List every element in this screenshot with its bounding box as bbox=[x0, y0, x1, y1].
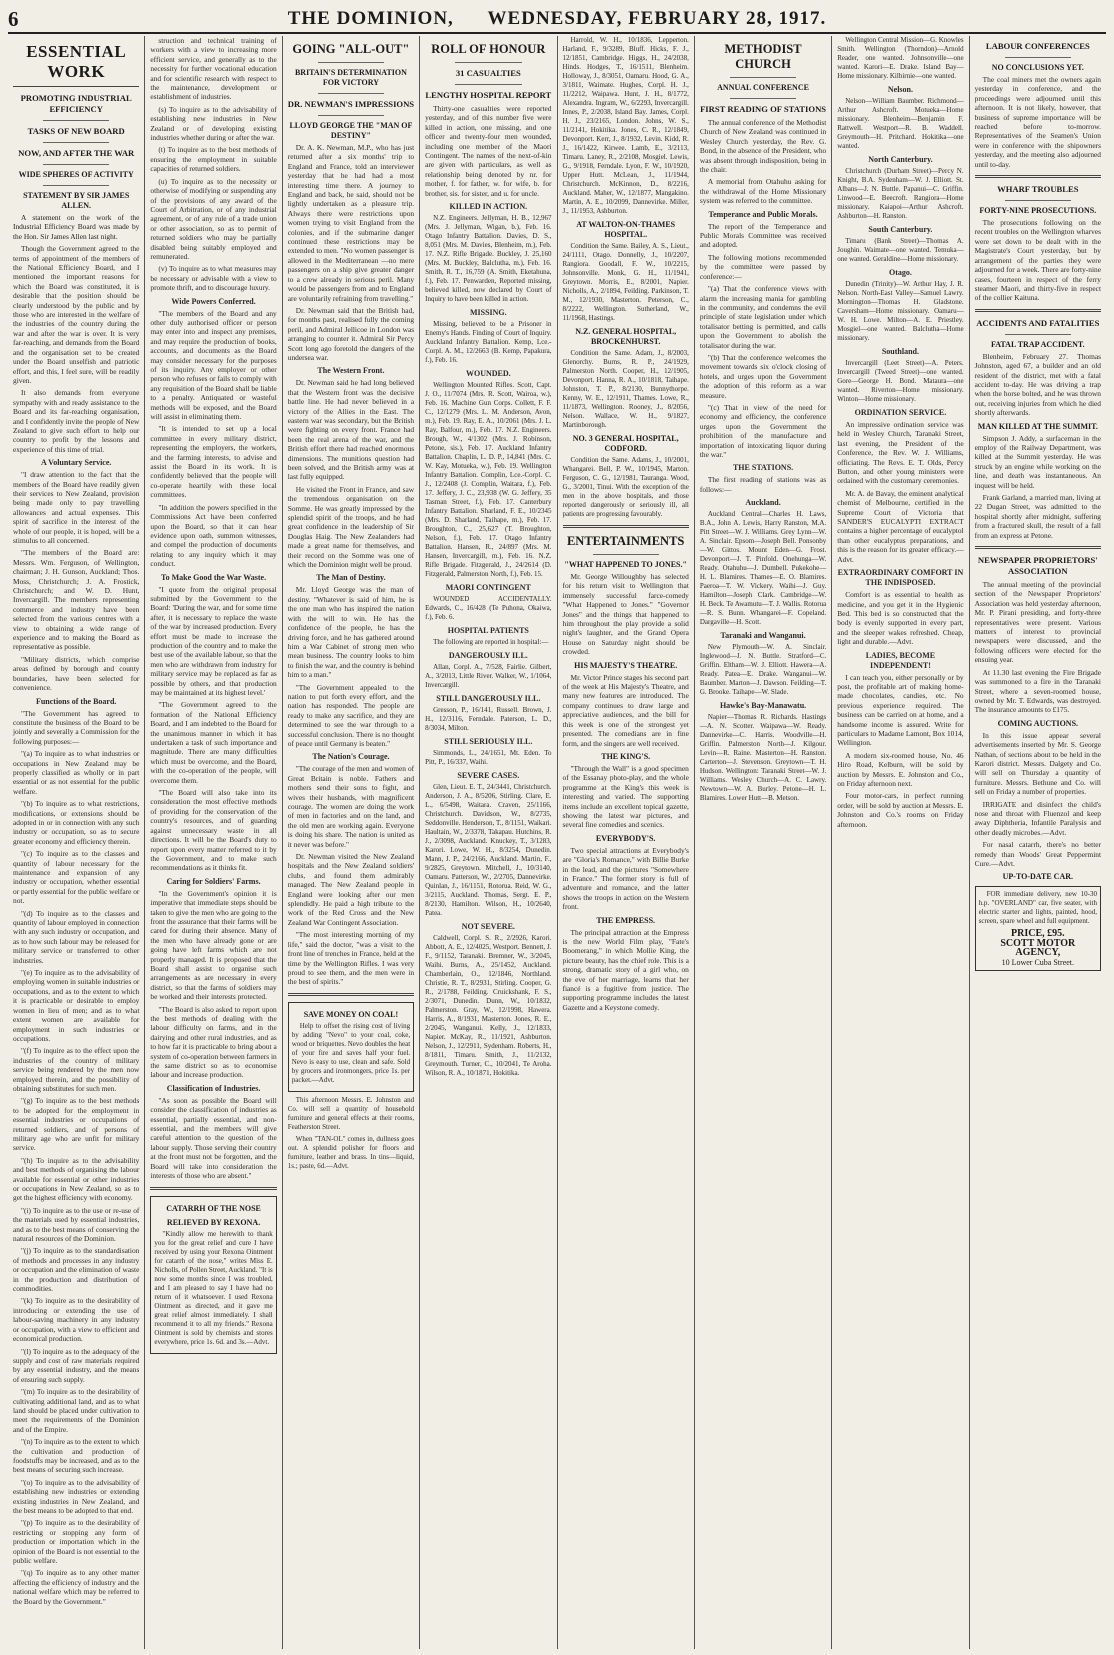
column-1 bbox=[8, 36, 145, 1649]
columns bbox=[8, 36, 1106, 1649]
section-heading: MISSING. bbox=[469, 308, 507, 318]
headline-labour-conferences: LABOUR CONFERENCES bbox=[985, 41, 1090, 51]
section-heading: ORDINATION SERVICE. bbox=[854, 408, 947, 417]
section-heading: MAORI CONTINGENT bbox=[445, 583, 531, 593]
section-heading: DANGEROUSLY ILL. bbox=[448, 651, 528, 661]
section-heading: Caring for Soldiers' Farms. bbox=[166, 876, 261, 886]
advertisement-rexona: CATARRH OF THE NOSE RELIEVED BY REXONA. "Kindly allow me herewith to thank you for the great relief and cure I have received by using your Rexona Ointment for catarrh of the nose," writes Miss E. Nicholls, of Pollen Street, Auckland. "It is now some months since I was troubled, and I am pleased to say I have had no return of it whatsoever. I used Rexona Ointment as directed, and it gave me great relief almost immediately. I shall recommend it to all my friends." Rexona Ointment is sold by chemists and stores everywhere, price 1s. 6d. and 3s.—Advt. bbox=[150, 1196, 276, 1354]
subhead: COMING AUCTIONS. bbox=[997, 718, 1079, 728]
section-heading: Hawke's Bay-Manawatu. bbox=[719, 701, 807, 711]
subhead: LLOYD GEORGE THE "MAN OF DESTINY" bbox=[289, 121, 413, 140]
subhead: BRITAIN'S DETERMINATION FOR VICTORY bbox=[294, 68, 407, 87]
headline-accidents: ACCIDENTS AND FATALITIES bbox=[976, 317, 1100, 328]
section-heading: Southland. bbox=[881, 347, 919, 356]
subhead: DR. NEWMAN'S IMPRESSIONS bbox=[287, 99, 415, 109]
ad-address: 10 Lower Cuba Street. bbox=[1001, 957, 1075, 967]
subhead: MAN KILLED AT THE SUMMIT. bbox=[977, 421, 1098, 431]
section-heading: Nelson. bbox=[887, 85, 913, 94]
subhead: TASKS OF NEW BOARD bbox=[27, 126, 125, 136]
ad-agency: SCOTT MOTOR AGENCY, bbox=[1000, 937, 1076, 959]
headline-newspaper-proprietors: NEWSPAPER PROPRIETORS' ASSOCIATION bbox=[977, 555, 1098, 577]
paper-name: THE DOMINION, bbox=[287, 8, 454, 29]
subhead: FATAL TRAP ACCIDENT. bbox=[990, 339, 1085, 349]
subhead: WIDE SPHERES OF ACTIVITY bbox=[18, 170, 134, 179]
column-8: LABOUR CONFERENCES NO CONCLUSIONS YET. The coal miners met the owners again yesterday in conference, and the proceedings were adjourned until this afternoon. It is not likely, however, that business of supreme importance will be reached before to-morrow. Representatives of the Seamen's Union were in conference with the shipowners yesterday, and the meeting also adjourned until to-day. WHARF TROUBLES FORTY-NINE PROSECUTIONS. The prosecutions following on the recent troubles on the Wellington wharves were set down to be dealt with in the Magistrate's Court yesterday, but by arrangement of the parties they were adjourned for a week. There are forty-nine cases, fourteen in respect of the ferry steamer Maori, and thirty-five in respect of the collier Kaituna. ACCIDENTS AND FATALITIES FATAL TRAP ACCIDENT. Blenheim, February 27. Thomas Johnston, aged 67, a builder and an old resident of the district, met with a fatal accident to-day. He was driving a trap when the horse bolted, and he was thrown out, receiving injuries from which he died shortly afterwards. MAN KILLED AT THE SUMMIT. Simpson J. Addy, a surfaceman in the employ of the Railway Department, was killed at the Summit yesterday. He was struck by an engine while working on the line, and death was instantaneous. An inquest will be held. Frank Garland, a married man, living at 22 Dugan Street, was admitted to the hospital shortly after midnight, suffering from a fractured skull, the result of a fall from an express at Petone. NEWSPAPER PROPRIETORS' ASSOCIATION The annual meeting of the provincial section of the Newspaper Proprietors' Association was held yesterday afternoon, Mr. P. Pirani presiding, and forty-three representatives were present. Various matters of interest to provincial newspapers were discussed, and the following officers were elected for the ensuing year. At 11.30 last evening the Fire Brigade was summoned to a fire in the Taranaki Street, where a seven-roomed house, owned by Mr. T. Edwards, was destroyed. The insurance amounts to £175. COMING AUCTIONS. In this issue appear several advertisements inserted by Mr. S. George Nathan, of sections about to be held in the Karori district. Messrs. Dalgety and Co. will sell on Thursday a quantity of furniture. Messrs. Bethune and Co. will sell on Friday a number of properties. IRRIGATE and disinfect the child's nose and throat with Fluenzol and keep away Diphtheria, Infantile Paralysis and other deadly microbes.—Advt. For nasal catarrh, there's no better remedy than Woods' Great Peppermint Cure.—Advt. UP-TO-DATE CAR. FOR immediate delivery, new 10-30 h.p. "OVERLAND" car, five seater, with electric starter and lights, painted, hood, screen, spare wheel and full equipment. PRICE, £95. SCOTT MOTOR AGENCY, 10 Lower Cuba Street. bbox=[970, 36, 1106, 1649]
headline-methodist-church: METHODIST CHURCH bbox=[724, 42, 802, 71]
section-heading: The Man of Destiny. bbox=[316, 573, 386, 583]
subhead: LENGTHY HOSPITAL REPORT bbox=[425, 90, 552, 100]
subhead: ANNUAL CONFERENCE bbox=[717, 83, 809, 92]
section-heading: EXTRAORDINARY COMFORT IN THE INDISPOSED. bbox=[837, 568, 964, 588]
section-heading: STILL DANGEROUSLY ILL. bbox=[436, 694, 541, 704]
section-heading: Auckland. bbox=[745, 498, 781, 508]
section-heading: THE EMPRESS. bbox=[596, 915, 656, 925]
subhead: FORTY-NINE PROSECUTIONS. bbox=[979, 206, 1097, 216]
headline-wharf-troubles: WHARF TROUBLES bbox=[997, 184, 1079, 195]
section-heading: "WHAT HAPPENED TO JONES." bbox=[564, 560, 687, 569]
headline-roll-of-honour: ROLL OF HONOUR bbox=[431, 42, 546, 56]
section-heading: NOT SEVERE. bbox=[461, 922, 515, 932]
section-heading: AT WALTON-ON-THAMES HOSPITAL. bbox=[576, 220, 676, 239]
article-body: Thirty-one casualties were reported yesterday, and of this number five were killed in action, one missing, and one officer and twenty-four men wounded, including one member of the Maori Contingent. The names of the next-of-kin are given with particulars, as well as relationship being denoted by nr. for mother, f. for father, w. for wife, b. for brother, sis. for sister, and u. for uncle. KILLED IN ACTION. N.Z. Engineers. Jellyman, H. B., 12,967 (Mrs. J. Jellyman, Wigan, b.), Feb. 16. Otago Infantry Battalion. Davies, D. S., 8,051 (Mrs. M. Davies, Blenheim, m.), Feb. 17. N.Z. Rifle Brigade. Buckley, J. 25,160 (Mrs. M. Buckley, Balclutha, m.), Feb. 16. Smith, R. T., 16,759 (A. Smith, Eketahuna, f.), Feb. 17. Penwarden, Reported missing, believed killed, now declared by Court of Inquiry to have been killed in action. MISSING. Missing, believed to be a Prisoner in Enemy's Hands. Finding of Court of Inquiry. Auckland Infantry Battalion. Kemp, Lce.-Corpl. A. M., 12/2663 (B. Kemp, Papakura, f.), Feb. 16. WOUNDED. Wellington Mounted Rifles. Scott, Capt. J. O., 11/7074 (Mrs. R. Scott, Wairoa, w.), Feb. 16. Machine Gun Corps. Collett, F. F. C., 12/1279 (Mrs. L. M. Anderson, Avon, m.), Feb. 19. Ray, E. A., 10/2061 (Mrs. J. L. Ray, Balfour, m.), Feb. 17. N.Z. Engineers. Brough, W., 4/1302 (Mrs. J. Robinson, Petone, sis.), Feb. 17. Auckland Infantry Battalion. Chaplin, L. D. P., 14,841 (Mrs. C. W. Kay, Motueka, w.), Feb. 19. Wellington Infantry Battalion. Complin, Lce.-Corpl. C. J., 12/2408 (J. Complin, Waitara, f.), Feb. 17. Jeffery, J. C., 23,938 (W. G. Jeffery, 35 Tasman Street, f.), Feb. 17. Canterbury Infantry Battalion. Sharland, F. E., 10/2345 (Mrs. D. Sharland, Taihape, m.), Feb. 17. Broughton, C., 25,627 (T. Broughton, Nelson, f.), Feb. 17. Otago Infantry Battalion. Hansen, R., 24/897 (Mrs. M. Hansen, Invercargill, m.), Feb. 16. N.Z. Rifle Brigade. Fitzgerald, J., 24/2614 (D. Fitzgerald, Palmerston North, f.), Feb. 15. MAORI CONTINGENT WOUNDED ACCIDENTALLY. Edwards, C., 16/428 (Te Puhona, Okaiwa, f.), Feb. 6. HOSPITAL PATIENTS The following are reported in hospital:— DANGEROUSLY ILL. Allan, Corpl. A., 7/528, Fairlie. Gilbert, A., 3/2013, Little River. Walker, W., 1/1064, Invercargill. STILL DANGEROUSLY ILL. Gresson, P., 16/141, Russell. Brown, J. H., 12/3116, Ferndale. Paterson, L. D., 8/3034, Milton. STILL SERIOUSLY ILL. Simmonds, L., 24/1651, Mt. Eden. To Pitt, P., 16/337, Waihi. SEVERE CASES. Glen, Lieut. E. T., 24/3441, Christchurch. Anderson, J. A., 8/5206, Stirling. Clare, E. L., 6/5498, Waitara. Craven, 25/1166, Christchurch. Davidson, W., 8/2735, Seddonville. Henderson, T., 8/1151, Waikari. Haultain, W., 2/3378, Takapau. Hutchins, R. J., 2/3098, Auckland. Knuckey, T., 3/1283, Karori. Lowe, W. H., 8/3254, Dunedin. Mann, J. P., 24/2166, Auckland. Martin, F., 9/2825, Greytown. Mitchell, J., 10/3140, Oamaru. Patterson, W., 2/2705, Dannevirke. Quinlan, J., 16/1151, Rotorua. Reid, W. G., 3/2115, Auckland. Thomas, Sergt. E. P., 8/2130, Hamilton. Wilson, H., 10/2640, Patea. NOT SEVERE. Caldwell, Corpl. S. R., 2/2926, Karori. Abbott, A. E., 12/4025, Westport. Bennett, J. F., 9/1152, Taranaki. Bremner, W., 3/2045, Waihi. Burns, A., 25/1452, Auckland. Chamberlain, O., 12/1846, Northland. Christie, R. T., 8/2931, Stirling. Cooper, G. R., 2/1788, Feilding. Cruickshank, F. S., 2/3071, Dunedin. Dunn, W., 10/1832, Palmerston. Gray, W., 12/1998, Hawera. Harris, A., 8/1931, Masterton. Jones, R. E., 2/2045, Wanganui. Kelly, J., 12/1833, Napier. McKay, R., 11/1921, Ashburton. Nelson, J., 12/2911, Sydenham. Roberts, H., 8/1811, Timaru. Smith, J., 11/2132, Greymouth. Turner, C., 10/2041, Te Aroha. Wilson, R. A., 10/1871, Hokitika. bbox=[425, 104, 552, 1078]
headline-going-all-out: GOING "ALL-OUT" bbox=[292, 42, 410, 56]
masthead bbox=[8, 6, 1106, 34]
masthead-title bbox=[48, 8, 1066, 30]
column-6 bbox=[695, 36, 832, 1649]
subhead: FIRST READING OF STATIONS bbox=[700, 104, 827, 114]
subhead: NOW, AND AFTER THE WAR bbox=[18, 148, 135, 158]
column-4 bbox=[420, 36, 557, 1649]
article-body: Dr. A. K. Newman, M.P., who has just returned after a six months' trip to England and France, told an interviewer yesterday that he had had a most interesting time there. A journey to England and back, he said, should not be lightly undertaken as a pleasure trip. Always there were restrictions upon women trying to visit England from the colonies, and if the submarine danger continued these restrictions may be extended to men. "No women passenger is allowed in the Mediterranean —no mere passengers on a ship give greater danger to a crew already in serious peril. Many would be passengers from and to England are voluntarily refraining from travelling." Dr. Newman said that the British had, for months past, realised fully the coming peril, and Admiral Jellicoe in London was arranging to counter it. Admiral Sir Percy Scott long ago foretold the dangers of the undersea war. The Western Front. Dr. Newman said he had long believed that the Western front was the decisive battle line. He had never believed in a victory of the Allies in the East. The eastern war was secondary, but the British were fighting on every front. France had been the real arena of the war, and the British effort there had reached enormous dimensions. The munitions question had been solved, and the British army was at last fully equipped. He visited the Front in France, and saw the tremendous organisation on the Somme. He was greatly impressed by the splendid spirit of the troops, and he had great confidence in the leadership of Sir Douglas Haig. The New Zealanders had made a great name for themselves, and their record on the Somme was one of which the Dominion might well be proud. The Man of Destiny. Mr. Lloyd George was the man of destiny. "Whatever is said of him, he is the one man who has inspired the nation with the will to win. He has the confidence of the people, he has the driving force, and he has gathered around him a War Cabinet of strong men who mean business. The country looks to him to finish the war, and the country is behind him to a man." "The Government appealed to the nation to put forth every effort, and the nation has responded. The people are ready to make any sacrifice, and they are determined to see the war through to a successful conclusion. There is no thought of peace until Germany is beaten." The Nation's Courage. "The courage of the men and women of Great Britain is noble. Fathers and mothers send their sons to fight, and wives their husbands, with magnificent courage. The women are doing the work of men in factories and on the land, and the old men are working again. Everyone is doing his share. The nation is united as it never was before." Dr. Newman visited the New Zealand hospitals and the New Zealand soldiers' clubs, and found them admirably managed. The New Zealand people in England were looking after our men splendidly. He paid a high tribute to the work of the Red Cross and the New Zealand War Contingent Association. "The most interesting morning of my life," said the doctor, "was a visit to the front line of trenches in France, held at the time by the Wellington Rifles. I was very proud to see them, and the men were in the best of spirits." bbox=[287, 143, 415, 987]
section-heading: Otago. bbox=[888, 268, 912, 277]
column-7 bbox=[832, 36, 969, 1649]
section-heading: NO. 3 GENERAL HOSPITAL, CODFORD. bbox=[572, 434, 679, 453]
subhead: UP-TO-DATE CAR. bbox=[1002, 872, 1073, 882]
section-heading: HIS MAJESTY'S THEATRE. bbox=[574, 660, 678, 670]
section-heading: HOSPITAL PATIENTS bbox=[447, 626, 529, 636]
advertisement-car: FOR immediate delivery, new 10-30 h.p. "OVERLAND" car, five seater, with electric starter and lights, painted, hood, screen, spare wheel and full equipment. PRICE, £95. SCOTT MOTOR AGENCY, 10 Lower Cuba Street. bbox=[975, 886, 1101, 971]
section-heading: A Voluntary Service. bbox=[40, 458, 112, 468]
headline-essential-work: ESSENTIAL WORK bbox=[13, 42, 139, 87]
article-body: The annual conference of the Methodist Church of New Zealand was continued in Wesley Church yesterday, the Rev. G. Bond, in the absence of the President, who was absent through indisposition, being in the chair. A memorial from Otahuhu asking for the withdrawal of the Home Missionary system was referred to the committee. Temperance and Public Morals. The report of the Temperance and Public Morals Committee was received and adopted. The following motions recommended by the committee were passed by conference:— "(a) That the conference views with alarm the increasing mania for gambling in the community, and condemns the evil principle of state legislation under which totalisator betting is permitted, and calls upon the Government to abolish the totalisator during the war. "(b) That the conference welcomes the movement towards six o'clock closing of hotels, and urges upon the Government the adoption of this reform as a war measure. "(c) That in view of the need for economy and efficiency, the conference urges upon the Government the prohibition of the manufacture and importation of intoxicating liquor during the war." THE STATIONS. The first reading of stations was as follows:— Auckland. Auckland Central—Charles H. Laws, B.A., John A. Lewis, Harry Ranston, M.A. Pitt Street—W. J. Williams. Grey Lynn—W. A. Sinclair. Epsom—Joseph Bell. Ponsonby—W. Gittos. Mount Eden—G. Frost. Devonport—J. T. Pinfold. Onehunga—W. Ready. Otahuhu—J. Dumbell. Pukekohe—H. L. Blamires. Thames—E. O. Blamires. Paeroa—T. W. Vickery. Waihi—J. Guy. Hamilton—Joseph Clark. Cambridge—W. H. Beck. Te Awamutu—T. J. Wallis. Rotorua—R. S. Bunn. Whangarei—F. Copeland. Dargaville—H. Scott. Taranaki and Wanganui. New Plymouth—W. A. Sinclair. Inglewood—J. N. Buttle. Stratford—C. Griffin. Eltham—W. J. Elliott. Hawera—A. Ready. Patea—E. Drake. Wanganui—W. Baumber. Marton—J. Dawson. Feilding—T. G. Brooke. Taihape—W. Slade. Hawke's Bay-Manawatu. Napier—Thomas R. Richards. Hastings—A. N. Scotter. Waipawa—W. Ready. Dannevirke—C. Harris. Woodville—H. Griffin. Palmerston North—J. Kilgour. Levin—R. Raine. Masterton—H. Ranston. Carterton—J. Stevenson. Greytown—T. H. Hudson. Wellington: Taranaki Street—W. J. Williams. Wesley Church—A. C. Lawry. Newtown—W. A. Burley. Petone—H. L. Blamires. Lower Hutt—B. Metson. bbox=[699, 118, 827, 803]
issue-date: WEDNESDAY, FEBRUARY 28, 1917. bbox=[487, 8, 827, 29]
section-heading: KILLED IN ACTION. bbox=[449, 202, 528, 212]
column-5: Harrold, W. H., 10/1836, Lepperton. Harland, F., 9/3289, Bluff. Hicks, F. J., 12/1851, Cambridge. Higgs, H., 24/2038, Hinds. Hodges, T., 16/1511, Blenheim. Holloway, J., 8/3051, Oamaru. Hood, G. A., 3/1811, Waimate. Hughes, Corpl. H. J., 11/2212, Waipawa. Hunt, J. H., 8/1772, Alexandra. Ingram, W., 6/2293, Invercargill. Innes, P., 2/2038, Island Bay. James, Corpl. H. J., 23/2165, London. Johns, W. S., 11/2141, Hokitika. Jones, C. R., 12/1849, Devonport. Kerr, J., 8/1932, Levin. Kidd, R. J., 16/1422, Kirwee. Lamb, E., 3/2113, Timaru. Laney, R., 2/2108, Mosgiel. Lewis, G., 9/1918, Ferndale. Lyon, F. W., 10/1920, Upper Hutt. McLean, J., 11/1944, Christchurch. McKinnon, D., 8/2216, Auckland. Maher, W., 12/1877, Mangakino. Martin, A. E., 10/2099, Dannevirke. Miller, J., 11/1953, Ashburton. AT WALTON-ON-THAMES HOSPITAL. Condition the Same. Bailey, A. S., Lieut., 24/1111, Otago. Donnelly, J., 10/2207, Rangiora. Goodall, F. W., 10/2215, Johnsonville. Monk, G. H., 11/1941, Greytown. Morris, E., 8/2001, Napier. Nicholls, A., 2/1894, Feilding. Parkinson, T. M., 12/1930, Masterton. Peterson, C., 8/2222, Wellington. Sutherland, W., 11/1968, Hastings. N.Z. GENERAL HOSPITAL, BROCKENHURST. Condition the Same. Adam, J., 8/2003, Glenorchy. Burns, R. P., 24/1929, Palmerston North. Cooper, H., 12/1905, Devonport. Hanna, R. A., 10/1818, Taihape. Johnston, T. P., 8/2130, Bunnythorpe. Kenny, W. E., 12/1911, Thames. Lowe, R., 11/1873, Wellington. Rooney, J., 8/2056, Nelson. Wallace, W. H., 9/1827, Martinborough. NO. 3 GENERAL HOSPITAL, CODFORD. Condition the Same. Adams, J., 10/2001, Whangarei. Bell, P. W., 10/1945, Marton. Ferguson, C. G., 12/1981, Tauranga. Wood, G., 3/2001, Tinui. With the exception of the men in the above hospitals, and those reported dangerously or seriously ill, all patients are progressing favourably. ENTERTAINMENTS "WHAT HAPPENED TO JONES." Mr. George Willoughby has selected for his return visit to Wellington that immensely successful farce-comedy "What Happened to Jones." "Governor Jones" and the things that happened to him throughout the play provide a solid night's laughter, and the Grand Opera House on Saturday night should be crowded. HIS MAJESTY'S THEATRE. Mr. Victor Prince stages his second part of the week at His Majesty's Theatre, and many new features are introduced. The company continues to draw large and appreciative audiences, and the bill for this week is one of the strongest yet presented. The comedians are in fine form, and the singers are well received. THE KING'S. "Through the Wall" is a good specimen of the Essanay photo-play, and the whole programme at the King's this week is interesting and varied. The supporting items include an excellent topical gazette, showing the latest war pictures, and several fine comedies and scenics. EVERYBODY'S. Two special attractions at Everybody's are "Gloria's Romance," with Billie Burke in the lead, and the pictures "Somewhere in France." The former story is full of adventure and romance, and the latter shows the troops in action on the Western front. THE EMPRESS. The principal attraction at the Empress is the new World Film play, "Fate's Boomerang," in which Mollie King, the picture beauty, has the chief role. This is a strong, dramatic story of a girl who, on the eve of her marriage, learns that her fiancé is a fugitive from justice. The supporting programme includes the latest Gazette and a Keystone comedy. bbox=[558, 36, 695, 1649]
section-heading: Classification of Industries. bbox=[166, 1083, 261, 1093]
article-body: Though the Government agreed to the terms of appointment of the members of the National Efficiency Board, and I mentioned the important reasons for which the Board was constituted, it is desirable that the position should be clearly understood by the public and by those who are interested in the welfare of the industries of the country during the war and after the war is over. It is very far-reaching, and demands from the Board and the organisation set to be created under the Board unselfish and patriotic effort, and this, I feel sure, will be readily given. It also demands from everyone sympathy with and ready assistance to the Board and its far-reaching organisation, and I confidently invite the people of New Zealand to give such effort to help our country to profit by the lessons and experience of this time of trial. A Voluntary Service. "I draw attention to the fact that the members of the Board have readily given their services to New Zealand, provision being made only to pay travelling allowances and actual expenses. This spirit of sacrifice in the interest of the whole of our people, it is hoped, will be a stimulus to all concerned. "The members of the Board are: Messrs. Wm. Ferguson, of Wellington, chairman; J. H. Gunson, Auckland; Thos. Moss, Christchurch; J. A. Frostick, Christchurch; and W. D. Hunt, Invercargill. The members representing commerce and industry have been selected from the various centres with a view to obtaining a wide range of experience and to making the Board as representative as possible. "Military districts, which comprise areas defined by borough and county boundaries, have been selected for convenience. Functions of the Board. "The Government has agreed to constitute the business of the Board to be jointly and severally a Commission for the following purposes:— "(a) To inquire as to what industries or occupations in New Zealand may be properly classified as wholly or in part essential or as not essential for the public welfare. "(b) To inquire as to what restrictions, modifications, or extensions should be adopted in or in connection with any such industry or occupation, so as to secure greater economy and efficiency therein. "(c) To inquire as to the classes and quantity of labour necessary for the maintenance and expansion of any industry or occupation, whether essential or partly essential for the public welfare or not. "(d) To inquire as to the classes and quantity of labour employed in connection with any such industry or occupation, and as to how such labour may be released for military service or transferred to other industries. "(e) To inquire as to the advisability of employing women in suitable industries or occupations, and as to the extent to which it is practicable or desirable to employ women in lieu of men; and as to what extent women are available for employment in such industries or occupations. "(f) To inquire as to the effect upon the industries of the country of military service being rendered by the men now employed therein, and the possibility of obtaining substitutes for such men. "(g) To inquire as to the best methods to be adopted for the employment in essential industries or occupations of returned soldiers, and of persons of military age who are unfit for military service. "(h) To inquire as to the advisability and best methods of organising the labour available for essential or other industries or occupations in New Zealand, so as to get the highest efficiency with economy. "(i) To inquire as to the use or re-use of the materials used by essential industries, and as to the best means of conserving the natural resources of the Dominion. "(j) To inquire as to the standardisation of methods and processes in any industry or occupation and the elimination of waste in the production and distribution of commodities. "(k) To inquire as to the desirability of introducing or extending the use of labour-saving machinery in any industry or occupation, with a view to efficient and economical production. "(l) To inquire as to the adequacy of the supply and cost of raw materials required by any essential industry, and the means of ensuring such supply. "(m) To inquire as to the desirability of cultivating additional land, and as to what land should be placed under cultivation to meet the requirements of the Dominion and of the Empire. "(n) To inquire as to the extent to which the cultivation and production of foodstuffs may be increased, and as to the best means of securing such increase. "(o) To inquire as to the advisability of establishing new industries or extending existing industries in New Zealand, and the best means to be adopted to that end. "(p) To inquire as to the desirability of restricting or stopping any form of production or importation which in the opinion of the Board is not essential to the public welfare. "(q) To inquire as to any other matter affecting the efficiency of industry and the national welfare which may be referred to the Board by the Government." bbox=[13, 244, 140, 1606]
lead-paragraph: A statement on the work of the Industrial Efficiency Board was made by the Hon. Sir James Allen last night. bbox=[13, 213, 140, 241]
ad-heading: SAVE MONEY ON COAL! bbox=[303, 1009, 399, 1019]
section-heading: Temperance and Public Morals. bbox=[708, 209, 818, 219]
subhead: 31 CASUALTIES bbox=[455, 68, 521, 78]
section-heading: South Canterbury. bbox=[868, 225, 933, 234]
ad-subheading: RELIEVED BY REXONA. bbox=[166, 1217, 261, 1227]
section-heading: WOUNDED. bbox=[465, 369, 511, 379]
section-heading: LADIES, BECOME INDEPENDENT! bbox=[865, 650, 936, 670]
section-heading: Taranaki and Wanganui. bbox=[720, 631, 806, 641]
article-body: Harrold, W. H., 10/1836, Lepperton. Harland, F., 9/3289, Bluff. Hicks, F. J., 12/1851, Cambridge. Higgs, H., 24/2038, Hinds. Hodges, T., 16/1511, Blenheim. Holloway, J., 8/3051, Oamaru. Hood, G. A., 3/1811, Waimate. Hughes, Corpl. H. J., 11/2212, Waipawa. Hunt, J. H., 8/1772, Alexandra. Ingram, W., 6/2293, Invercargill. Innes, P., 2/2038, Island Bay. James, Corpl. H. J., 23/2165, London. Johns, W. S., 11/2141, Hokitika. Jones, C. R., 12/1849, Devonport. Kerr, J., 8/1932, Levin. Kidd, R. J., 16/1422, Kirwee. Lamb, E., 3/2113, Timaru. Laney, R., 2/2108, Mosgiel. Lewis, G., 9/1918, Ferndale. Lyon, F. W., 10/1920, Upper Hutt. McLean, J., 11/1944, Christchurch. McKinnon, D., 8/2216, Auckland. Maher, W., 12/1877, Mangakino. Martin, A. E., 10/2099, Dannevirke. Miller, J., 11/1953, Ashburton. bbox=[562, 36, 689, 215]
column-3: GOING "ALL-OUT" BRITAIN'S DETERMINATION FOR VICTORY DR. NEWMAN'S IMPRESSIONS LLOYD GEORGE THE "MAN OF DESTINY" Dr. A. K. Newman, M.P., who has just returned after a six months' trip to England and France, told an interviewer yesterday that he had had a most interesting time there. A journey to England and back, he said, should not be lightly undertaken as a pleasure trip. Always there were restrictions upon women trying to visit England from the colonies, and if the submarine danger continued these restrictions may be extended to men. "No women passenger is allowed in the Mediterranean —no mere passengers on a ship give greater danger to a crew already in serious peril. Many would be passengers from and to England are voluntarily refraining from travelling." Dr. Newman said that the British had, for months past, realised fully the coming peril, and Admiral Jellicoe in London was arranging to counter it. Admiral Sir Percy Scott long ago foretold the dangers of the undersea war. The Western Front. Dr. Newman said he had long believed that the Western front was the decisive battle line. He had never believed in a victory of the Allies in the East. The eastern war was secondary, but the British were fighting on every front. France had been the real arena of the war, and the British effort there had reached enormous dimensions. The munitions question had been solved, and the British army was at last fully equipped. He visited the Front in France, and saw the tremendous organisation on the Somme. He was greatly impressed by the splendid spirit of the troops, and he had great confidence in the leadership of Sir Douglas Haig. The New Zealanders had made a great name for themselves, and their record on the Somme was one of which the Dominion might well be proud. The Man of Destiny. Mr. Lloyd George was the man of destiny. "Whatever is said of him, he is the one man who has inspired the nation with the will to win. He has the confidence of the people, he has the driving force, and he has gathered around him a War Cabinet of strong men who mean business. The country looks to him to finish the war, and the country is behind him to a man." "The Government appealed to the nation to put forth every effort, and the nation has responded. The people are ready to make any sacrifice, and they are determined to see the war through to a successful conclusion. There is no thought of peace until Germany is beaten." The Nation's Courage. "The courage of the men and women of Great Britain is noble. Fathers and mothers send their sons to fight, and wives their husbands, with magnificent courage. The women are doing the work of men in factories and on the land, and the old men are working again. Everyone is doing his share. The nation is united as it never was before." Dr. Newman visited the New Zealand hospitals and the New Zealand soldiers' clubs, and found them admirably managed. The New Zealand people in England were looking after our men splendidly. He paid a high tribute to the work of the Red Cross and the New Zealand War Contingent Association. "The most interesting morning of my life," said the doctor, "was a visit to the front line of trenches in France, held at the time by the Wellington Rifles. I was very proud to see them, and the men were in the best of spirits." SAVE MONEY ON COAL! Help to offset the rising cost of living by adding "Nevo" to your coal, coke, wood or briquettes. Nevo doubles the heat of your fire and saves half your fuel. Nevo is easy to use, clean and safe. Sold by grocers and ironmongers, price 1s. per packet.—Advt. This afternoon Messrs. E. Johnston and Co. will sell a quantity of household furniture and general effects at their rooms, Featherston Street. When "TAN-OL" comes in, dullness goes out. A splendid polisher for floors and furniture, leather and brass. In tins—liquid, 1s.; paste, 6d.—Advt. bbox=[283, 36, 420, 1649]
section-heading: To Make Good the War Waste. bbox=[161, 572, 267, 582]
section-heading: N.Z. GENERAL HOSPITAL, BROCKENHURST. bbox=[575, 327, 677, 346]
section-heading: The Nation's Courage. bbox=[312, 752, 390, 762]
article-body: struction and technical training of workers with a view to increasing more efficient service, and generally as to the necessity for further vocational education and for scientific research with respect to the maintenance, development or establishment of industries. (s) To inquire as to the advisability of establishing new industries in New Zealand or of developing existing industries whether during or after the war. (t) To inquire as to the best methods of ensuring the employment in suitable capacities of returned soldiers. (u) To inquire as to the necessity or otherwise of modifying or suspending any of the provisions of any award of the Court of Arbitration, or of any industrial agreement, or of any rule of a trade union or other association, so as to permit of returned soldiers who may be partially disabled being suitably employed and remunerated. (v) To inquire as to what measures may be necessary or advisable with a view to promote thrift, and to discourage luxury. Wide Powers Conferred. "The members of the Board and any other duly authorised officer or person may enter into and inspect any premises, and may require the production of books, accounts, and documents as the Board may consider necessary for the purposes of its inquiry. Any employer or other person who refuses or fails to comply with any requisition of the Board shall be liable to a penalty. Antiquated or wasteful methods will be exposed, and the Board will assist in eliminating them. "It is intended to set up a local committee in every military district, representing the employers, the workers, and the farming interests, to advise and assist the Board in its work. It is confidently believed that the people will co-operate heartily with these local committees. "In addition the powers specified in the Commissions Act have been conferred upon the Board, so that it can hear evidence upon oath, summon witnesses, and compel the production of documents relating to any inquiry which it may conduct. To Make Good the War Waste. "I quote from the original proposal submitted by the Government to the Board: 'During the war, and for some time after, it is necessary to replace the waste of the war by increased production. Every effort must be made to increase the production of the country and to make the best use of the available labour, so that the men who are withdrawn from industry for military service may be replaced as far as possible by others, and that production may be maintained at its highest level.' "The Government agreed to the formation of the National Efficiency Board, and I am indebted to the Board for the unanimous manner in which it has undertaken a task of such importance and magnitude. There are many difficulties which must be overcome, and the Board, with the co-operation of the people, will overcome them. "The Board will also take into its consideration the most effective methods of providing for the conservation of the country's resources, and of guarding against unnecessary waste in all directions. It will be the Board's duty to report upon every matter referred to it by the Government, and to make such recommendations as it thinks fit. Caring for Soldiers' Farms. "In the Government's opinion it is imperative that immediate steps should be taken to give the men who are going to the front the assurance that their farms will be cared for during their absence. Many of the men who have already gone or are going have left farms which are not properly managed. It is proposed that the Board shall assist to organise such arrangements as are necessary in every district, so that the farms of soldiers may be worked and their interests protected. "The Board is also asked to report upon the best methods of dealing with the labour difficulty on farms, and in the dairying and other rural industries, and as to how far it is practicable to bring about a system of co-operation between farmers in the same district so as to economise labour and increase production. Classification of Industries. "As soon as possible the Board will consider the classification of industries as essential, partially essential, and non-essential, and the members will give careful attention to the question of the labour supply. Those serving their country at the front must not be forgotten, and the Board will take into consideration the interests of those who are absent." bbox=[150, 36, 277, 1181]
section-heading: North Canterbury. bbox=[868, 155, 933, 164]
ad-heading: CATARRH OF THE NOSE bbox=[166, 1203, 261, 1213]
advertisement-coal: SAVE MONEY ON COAL! Help to offset the rising cost of living by adding "Nevo" to your coal, coke, wood or briquettes. Nevo doubles the heat of your fire and saves half your fuel. Nevo is easy to use, clean and safe. Sold by grocers and ironmongers, price 1s. per packet.—Advt. bbox=[288, 1002, 414, 1092]
subhead: STATEMENT BY SIR JAMES ALLEN. bbox=[23, 191, 130, 210]
section-heading: Functions of the Board. bbox=[35, 696, 117, 706]
subhead: PROMOTING INDUSTRIAL EFFICIENCY bbox=[20, 93, 132, 114]
section-heading: STILL SERIOUSLY ILL. bbox=[444, 737, 533, 747]
section-heading: SEVERE CASES. bbox=[457, 771, 520, 781]
article-body: Wellington Central Mission—G. Knowles Smith. Wellington (Thorndon)—Arnold Reader, one wanted. Johnsonville—one wanted. Karori—E. Drake. Island Bay—Home missionary. Kilbirnie—one wanted. Nelson. Nelson—William Baumber. Richmond—Arthur Ashcroft. Motueka—Home missionary. Blenheim—Benjamin F. Rattwell. Westport—R. B. Waddell. Greymouth—H. Pritchard. Hokitika—one wanted. North Canterbury. Christchurch (Durham Street)—Percy N. Knight, B.A. Sydenham—W. J. Elliott. St. Albans—J. N. Buttle. Papanui—C. Griffin. Linwood—E. Beecroft. Rangiora—Home missionary. Kaiapoi—Arthur Ashcroft. Ashburton—H. Ranston. South Canterbury. Timaru (Bank Street)—Thomas A. Joughin. Waimate—one wanted. Temuka—one wanted. Geraldine—Home missionary. Otago. Dunedin (Trinity)—W. Arthur Hay, J. R. Nelson. North-East Valley—Samuel Lawry. Mornington—Thomas H. Gladstone. Caversham—Home missionary. Oamaru—W. H. Lowe. Milton—A. E. Priestley. Mosgiel—one wanted. Balclutha—Home missionary. Southland. Invercargill (Leet Street)—A. Peters. Invercargill (Tweed Street)—one wanted. Gore—George H. Bond. Mataura—one wanted. Riverton—Home missionary. Winton—Home missionary. ORDINATION SERVICE. An impressive ordination service was held in Wesley Church, Taranaki Street, last evening, the President of the Conference, the Rev. W. J. Williams, officiating. The Revs. E. T. Olds, Percy Button, and other young ministers were ordained with the customary ceremonies. Mr. A. de Bavay, the eminent analytical chemist of Melbourne, certified in the Supreme Court of Victoria that SANDER'S EUCALYPTI EXTRACT contains a higher percentage of eucalyptol than other eucalyptus preparations, and this is the reason for its greater efficacy.—Advt. EXTRAORDINARY COMFORT IN THE INDISPOSED. Comfort is as essential to health as medicine, and you get it in the Hygienic Bed. This bed is so constructed that the body is evenly supported in every part, and the sleeper wakes refreshed. Cheap, light and durable.—Advt. LADIES, BECOME INDEPENDENT! I can teach you, either personally or by post, the profitable art of making home-made chocolates, candies, etc. No previous experience required. The business can be carried on at home, and a handsome income is assured. Write for particulars to Madame Lamont, Box 1014, Wellington. A modern six-roomed house, No. 46 Hiro Road, Kelburn, will be sold by auction by Messrs. E. Johnston and Co., on Friday afternoon next. Four motor-cars, in perfect running order, will be sold by auction at Messrs. E. Johnston and Co.'s rooms on Friday afternoon. bbox=[837, 36, 964, 829]
section-heading: THE KING'S. bbox=[601, 751, 651, 761]
section-heading: THE STATIONS. bbox=[732, 463, 794, 473]
page-number: 6 bbox=[8, 6, 19, 31]
ad-price: PRICE, £95. bbox=[1011, 928, 1065, 940]
section-heading: The Western Front. bbox=[317, 366, 385, 376]
section-heading: EVERYBODY'S. bbox=[595, 833, 656, 843]
column-2 bbox=[145, 36, 282, 1649]
subhead: NO CONCLUSIONS YET. bbox=[991, 63, 1084, 72]
section-heading: Wide Powers Conferred. bbox=[171, 296, 256, 306]
headline-entertainments: ENTERTAINMENTS bbox=[566, 534, 685, 548]
